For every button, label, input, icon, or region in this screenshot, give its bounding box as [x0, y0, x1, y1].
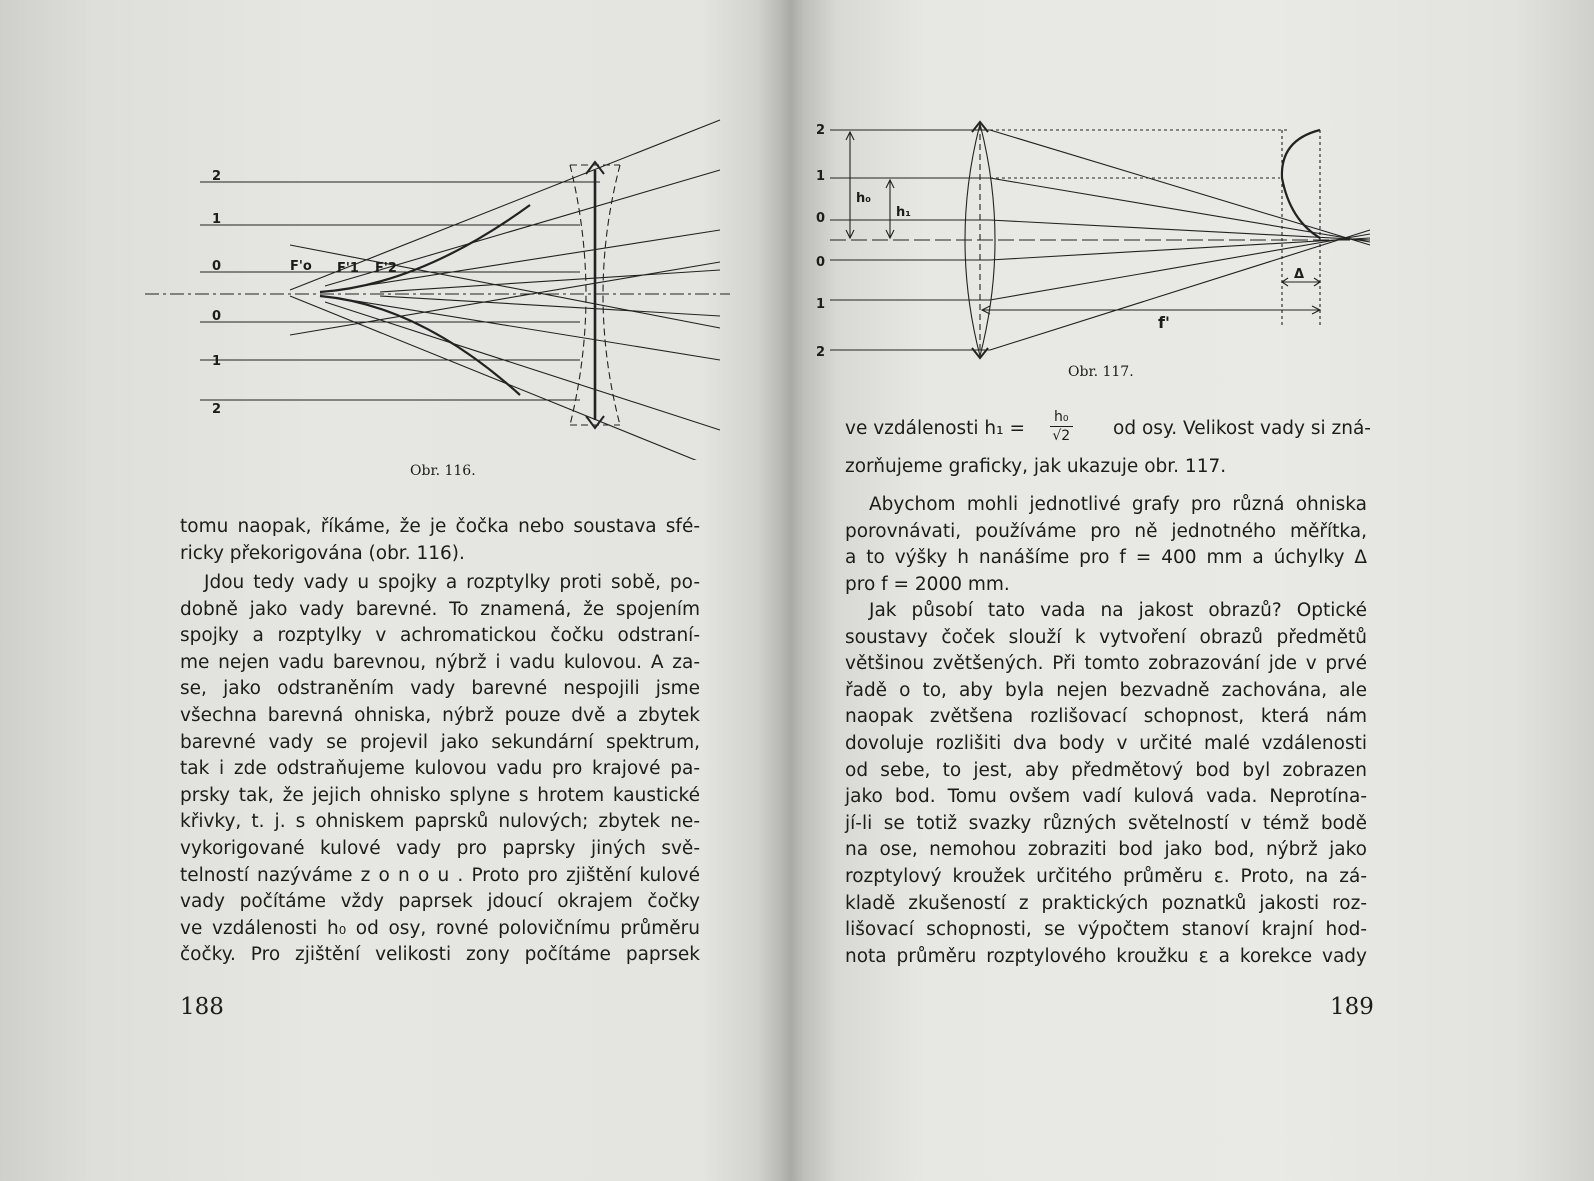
- fig116-label-focus-1: F'1: [337, 261, 359, 276]
- text-line: jí-li se totiž svazky různých světelností v témž bodě: [845, 812, 1367, 834]
- text-line: tak i zde odstraňujeme kulovou vadu pro krajové pa-: [180, 758, 700, 780]
- left-paragraph-1: [180, 514, 700, 567]
- text-line: Abychom mohli jednotlivé grafy pro různá ohniska: [869, 494, 1367, 515]
- text-line: čočky. Pro zjištění velikosti zony počítáme paprsek: [180, 944, 700, 966]
- text-line: ricky překorigována (obr. 116).: [180, 542, 465, 564]
- fig117-label-2: 2: [816, 123, 826, 138]
- text-line: vady počítáme vždy paprsek jdoucí okrajem čočky: [180, 891, 700, 913]
- text-line: telností nazýváme z o n o u . Proto pro zjištění kulové: [180, 864, 700, 886]
- text-line: soustavy čoček slouží k vytvoření obrazů předmětů: [845, 626, 1367, 648]
- text-line: Jak působí tato vada na jakost obrazů? Optické: [869, 600, 1367, 621]
- text-line: tomu naopak, říkáme, že je čočka nebo soustava sfé-: [180, 516, 700, 537]
- formula-line: [845, 409, 1371, 452]
- text-line: zorňujeme graficky, jak ukazuje obr. 117.: [845, 456, 1227, 477]
- fig116-label-bot-1: 1: [212, 354, 222, 369]
- text-line: prsky tak, že jejich ohnisko splyne s hrotem kaustické: [180, 784, 700, 806]
- text-line: řadě o to, aby byla nejen bezvadně zachována, ale: [845, 679, 1367, 701]
- fig116-label-focus-2: F'2: [375, 261, 397, 276]
- fig116-label-top-2: 2: [212, 169, 222, 184]
- text-line: Jdou tedy vady u spojky a rozptylky proti sobě, po-: [204, 572, 700, 593]
- fig116-label-top-0: 0: [212, 259, 222, 274]
- fig116-label-top-1: 1: [212, 212, 222, 227]
- right-paragraph-2: [845, 492, 1367, 598]
- left-paragraph-2: [180, 570, 700, 969]
- text-line: nota průměru rozptylového kroužku ε a korekce vady: [845, 945, 1367, 967]
- text-line: me nejen vadu barevnou, nýbrž i vadu kulovou. A za-: [180, 651, 700, 673]
- figure-116-diagram: [140, 110, 740, 460]
- fig117-label-h1: h₁: [896, 205, 911, 220]
- text-line: jako bod. Tomu ovšem vadí kulová vada. Neprotína-: [845, 786, 1367, 808]
- figure-117-caption: Obr. 117.: [1068, 364, 1134, 380]
- fig117-label-0b: 0: [816, 255, 826, 270]
- page-number-right: 189: [1330, 994, 1374, 1020]
- fig117-label-delta: Δ: [1294, 267, 1305, 282]
- formula-numerator: h₀: [1050, 408, 1073, 427]
- fig117-label-2b: 2: [816, 345, 826, 360]
- text-line: křivky, t. j. s ohniskem paprsků nulových; zbytek ne-: [180, 811, 700, 833]
- fig116-label-bot-2: 2: [212, 402, 222, 417]
- text-line: se, jako odstraněním vady barevné nespojili jsme: [180, 678, 700, 700]
- text-line: od sebe, to jest, aby předmětový bod byl zobrazen: [845, 759, 1367, 781]
- text-line: kladě zkušeností z praktických poznatků jakosti roz-: [845, 892, 1367, 914]
- text-line: dovoluje rozlišiti dva body v určité malé vzdálenosti: [845, 732, 1367, 754]
- formula-denominator: √2: [1052, 428, 1071, 444]
- figure-116-caption: Obr. 116.: [410, 463, 476, 479]
- text-line: barevné vady se projevil jako sekundární spektrum,: [180, 731, 700, 753]
- fig116-label-focus-0: F'o: [290, 259, 312, 274]
- left-page: [0, 0, 790, 1181]
- text-line: na ose, nemohou zobraziti bod jako bod, nýbrž jako: [845, 839, 1367, 861]
- text-line: a to výšky h nanášíme pro f = 400 mm a úchylky Δ: [845, 547, 1367, 569]
- fig117-label-h0: h₀: [856, 191, 871, 206]
- text-line: pro f = 2000 mm.: [845, 573, 1010, 595]
- fig116-label-bot-0: 0: [212, 309, 222, 324]
- formula-fraction: [1050, 408, 1073, 445]
- text-line: naopak zvětšena rozlišovací schopnost, která nám: [845, 706, 1367, 728]
- text-line: ve vzdálenosti h₀ od osy, rovné polovičnímu průměru: [180, 917, 700, 939]
- text-line: lišovací schopnosti, se výpočtem stanoví krajní hod-: [845, 919, 1367, 941]
- text-line: vykorigované kulové vady pro paprsky jiných svě-: [180, 837, 700, 859]
- fig117-label-1b: 1: [816, 297, 826, 312]
- fig117-label-0a: 0: [816, 211, 826, 226]
- formula-after-text: od osy. Velikost vady si zná-: [1113, 418, 1371, 439]
- text-line: většinou zvětšených. Při tomto zobrazování jde v prvé: [845, 653, 1367, 675]
- right-page: [790, 0, 1594, 1181]
- right-paragraph-1-rest: [845, 454, 1367, 481]
- figure-117-diagram: [810, 110, 1390, 370]
- text-line: spojky a rozptylky v achromatickou čočku odstraní-: [180, 625, 700, 647]
- page-number-left: 188: [180, 994, 224, 1020]
- fig117-label-f-prime: f': [1158, 313, 1170, 332]
- formula-before-text: ve vzdálenosti h₁ =: [845, 418, 1025, 439]
- text-line: všechna barevná ohniska, nýbrž pouze dvě a zbytek: [180, 704, 700, 726]
- right-paragraph-3: [845, 598, 1367, 970]
- fig117-label-1: 1: [816, 169, 826, 184]
- text-line: rozptylový kroužek určitého průměru ε. Proto, na zá-: [845, 865, 1367, 887]
- text-line: dobně jako vady barevné. To znamená, že spojením: [180, 598, 700, 620]
- text-line: porovnávati, používáme pro ně jednotného měřítka,: [845, 520, 1367, 542]
